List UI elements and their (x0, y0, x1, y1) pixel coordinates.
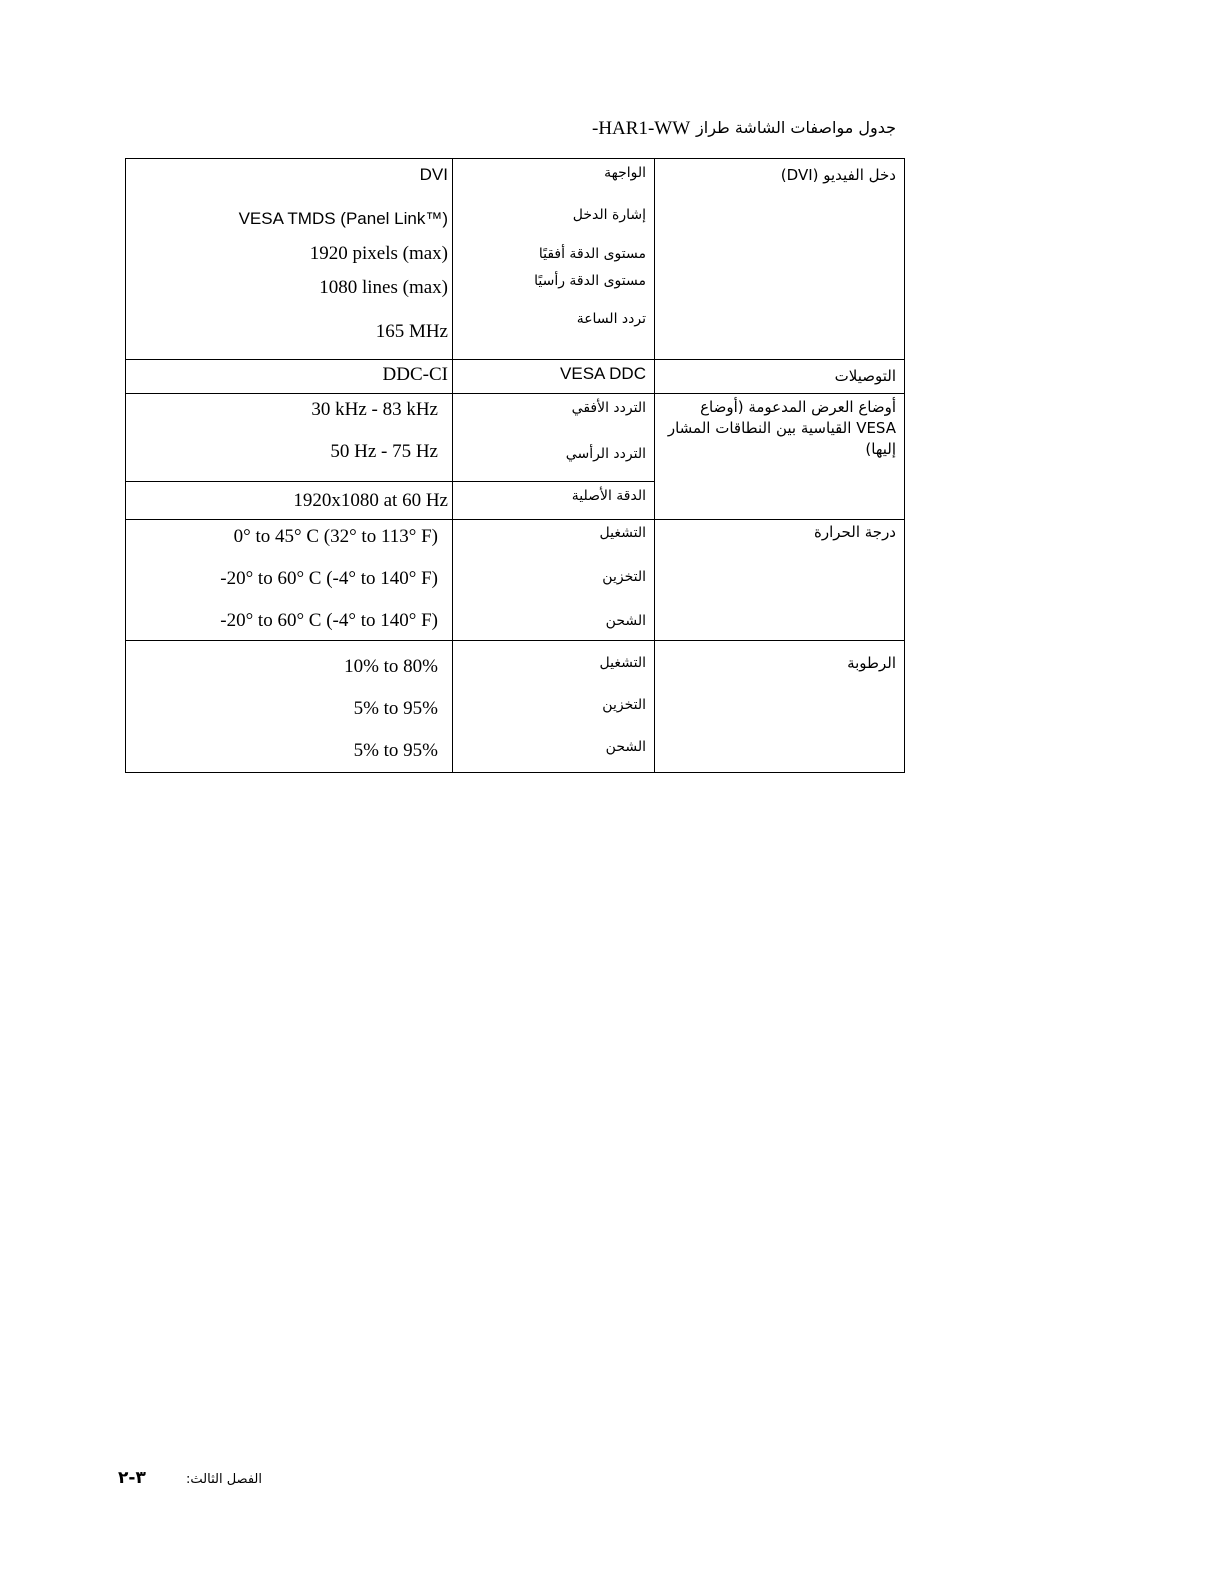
label-native-resolution-cell (453, 482, 655, 520)
label-ddc: VESA DDC (560, 364, 646, 383)
label-temp-operating: التشغيل (599, 525, 646, 541)
value-ddc: DDC-CI (382, 364, 448, 385)
value-vertical-frequency: 50 Hz - 75 Hz (330, 441, 438, 462)
category-temperature: درجة الحرارة (655, 520, 905, 641)
label-horizontal-frequency: التردد الأفقي (571, 400, 646, 416)
table-title: جدول مواصفات الشاشة طراز (696, 118, 896, 137)
label-humidity-operating: التشغيل (599, 655, 646, 671)
value-temp-shipping: -20° to 60° C (-4° to 140° F) (220, 610, 438, 631)
section-dvi-input (126, 159, 905, 360)
label-native-resolution: الدقة الأصلية (571, 488, 646, 504)
label-interface: الواجهة (604, 165, 646, 181)
value-pixel-clock: 165 MHz (375, 321, 448, 342)
value-temp-operating: 0° to 45° C (32° to 113° F) (233, 526, 438, 547)
value-humidity-storage: 5% to 95% (353, 698, 438, 719)
label-column (453, 159, 655, 360)
label-column (453, 641, 655, 773)
value-interface: DVI (419, 165, 448, 184)
model-number: -HAR1-WW (592, 118, 691, 139)
label-input-signal: إشارة الدخل (572, 207, 646, 223)
label-temp-shipping: الشحن (605, 613, 646, 629)
label-vertical-resolution: مستوى الدقة رأسيًا (534, 273, 646, 289)
value-vertical-resolution: 1080 lines (max) (319, 277, 448, 298)
value-humidity-shipping: 5% to 95% (353, 740, 438, 761)
value-native-resolution: 1920x1080 at 60 Hz (293, 490, 448, 511)
section-temperature (126, 520, 905, 641)
label-temp-storage: التخزين (602, 569, 646, 585)
value-column (126, 159, 453, 360)
value-horizontal-frequency: 30 kHz - 83 kHz (311, 399, 438, 420)
label-column (453, 520, 655, 641)
label-column (453, 360, 655, 394)
value-input-signal: VESA TMDS (Panel Link™) (238, 209, 448, 228)
value-temp-storage: -20° to 60° C (-4° to 140° F) (220, 568, 438, 589)
label-humidity-storage: التخزين (602, 697, 646, 713)
value-horizontal-resolution: 1920 pixels (max) (309, 243, 448, 264)
label-humidity-shipping: الشحن (605, 739, 646, 755)
value-native-resolution-cell (126, 482, 453, 520)
value-column (126, 394, 453, 482)
section-display-modes (126, 394, 905, 482)
category-dvi-input: دخل الفيديو (DVI) (655, 159, 905, 360)
value-humidity-operating: 10% to 80% (344, 656, 438, 677)
label-column (453, 394, 655, 482)
label-horizontal-resolution: مستوى الدقة أفقيًا (538, 246, 646, 262)
label-vertical-frequency: التردد الرأسي (565, 446, 646, 462)
label-pixel-clock: تردد الساعة (576, 311, 646, 327)
value-column (126, 360, 453, 394)
page-number: ٣-٢ (118, 1468, 146, 1488)
page-header (590, 116, 900, 142)
section-humidity (126, 641, 905, 773)
specifications-table (125, 158, 905, 773)
value-column (126, 520, 453, 641)
value-column (126, 641, 453, 773)
category-connections: التوصيلات (655, 360, 905, 394)
chapter-label: الفصل الثالث: (186, 1472, 262, 1487)
category-display-modes: أوضاع العرض المدعومة (أوضاع VESA القياسية بين النطاقات المشار إليها) (655, 394, 905, 520)
category-humidity: الرطوبة (655, 641, 905, 773)
section-connections (126, 360, 905, 394)
